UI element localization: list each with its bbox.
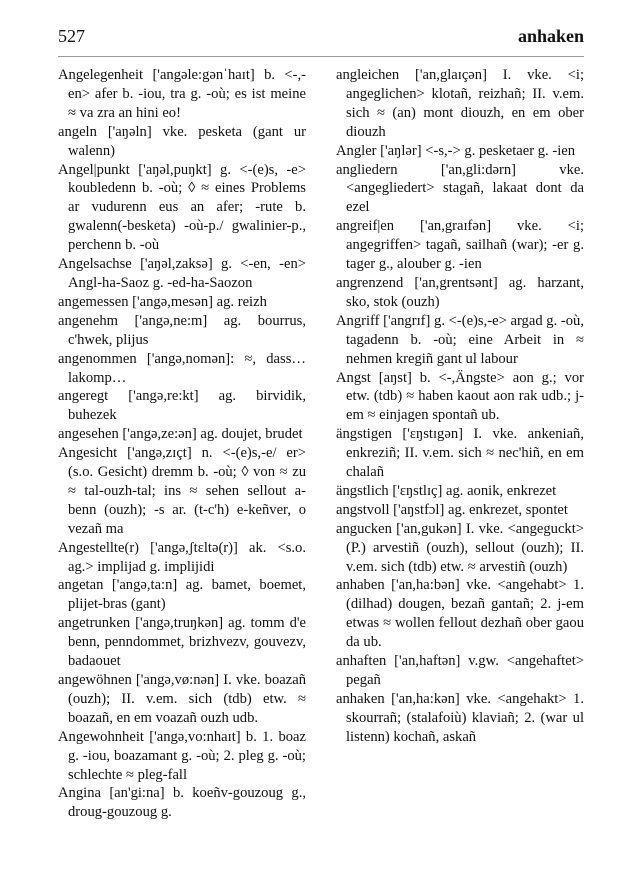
dictionary-entry: angeln ['aŋəln] vke. pesketa (gant ur walenn) [58,123,306,159]
dictionary-entry: angesehen ['angə,ze:ən] ag. doujet, brudet [58,426,303,443]
left-column [58,66,306,822]
dictionary-entry: angenehm ['angə,ne:m] ag. bourrus, c'hwek, plijus [58,312,306,348]
page-header [58,26,584,50]
dictionary-entry: anhaften ['an,haftən] v.gw. <angehaftet> pegañ [336,653,584,688]
header-rule [58,56,584,57]
dictionary-entry: Angelegenheit ['angəle:gənˈhaɪt] b. <-,-en> afer b. -iou, tra g. -où; es ist meine ≈ va zra an hini eo! [58,67,306,121]
dictionary-entry: angliedern ['an,gli:dərn] vke. <angegliedert> stagañ, lakaat dont da ezel [336,161,584,216]
dictionary-entry: angreif|en ['an,graɪfən] vke. <i; angegriffen> tagañ, sailhañ (war); -er g. tager g., alouber g. -ien [336,218,584,273]
dictionary-entry: anhaben ['an,ha:bən] vke. <angehabt> 1. (dilhad) dougen, bezañ gantañ; 2. j-em etwas ≈ wollen fellout dezhañ ober gaou da ub. [336,577,584,651]
dictionary-entry: angucken ['an,gukən] I. vke. <angeguckt> (P.) arvestiñ (ouzh), sellout (ouzh); II. v.em. sich (tdb) etw. ≈ arvestiñ (ouzh) [336,520,584,575]
dictionary-entry: Angler ['aŋlər] <-s,-> g. pesketaer g. -ien [336,142,576,159]
dictionary-entry: angetan ['angə,ta:n] ag. bamet, boemet, plijet-bras (gant) [58,577,306,613]
dictionary-entry: angenommen ['angə,nomən]: ≈, dass… lakomp… [58,350,306,386]
dictionary-entry: angemessen ['angə,mesən] ag. reizh [58,293,267,310]
dictionary-entry: angewöhnen ['angə,vø:nən] I. vke. boazañ (ouzh); II. v.em. sich (tdb) etw. ≈ boazañ, en em voazañ ouzh udb. [58,672,306,726]
dictionary-entry: angleichen ['an,glaɪçən] I. vke. <i; angeglichen> klotañ, reizhañ; II. v.em. sich ≈ (an) mont diouzh, en em ober diouzh [336,67,584,140]
dictionary-entry: angetrunken ['angə,truŋkən] ag. tomm d'e benn, penndommet, brizhvezv, gouvezv, badaouet [58,615,306,670]
dictionary-entry: Angriff ['angrɪf] g. <-(e)s,-e> argad g. -où, tagadenn b. -où; eine Arbeit in ≈ nehmen kregiñ gant ul labour [336,312,584,367]
dictionary-entry: angrenzend ['an,grentsənt] ag. harzant, sko, stok (ouzh) [336,274,584,310]
dictionary-entry: Angina [an'gi:na] b. koeñv-gouzoug g., droug-gouzoug g. [58,785,306,821]
page-number: 527 [58,26,85,46]
dictionary-entry: Angewohnheit ['angə,vo:nhaɪt] b. 1. boaz g. -iou, boazamant g. -où; 2. pleg g. -où; schlechte ≈ pleg-fall [58,728,306,783]
right-column [336,66,584,747]
running-head: anhaken [517,26,584,46]
dictionary-entry: Angestellte(r) ['angə,ʃtɛltə(r)] ak. <s.o. ag.> implijad g. implijidi [58,539,306,575]
dictionary-entry: angstvoll ['aŋstfɔl] ag. enkrezet, spontet [336,501,568,518]
dictionary-entry: Angel|punkt ['aŋəl,puŋkt] g. <-(e)s, -e> koubledenn b. -où; ◊ ≈ eines Problems ar vudurenn eus an afer; -rute b. gwalenn(-besketa) -où-p./ gwalinier-p., perchenn b. -où [58,161,306,254]
dictionary-entry: Angesicht ['angə,zɪçt] n. <-(e)s,-e/ er> (s.o. Gesicht) dremm b. -où; ◊ von ≈ zu ≈ tal-ouzh-tal; ins ≈ sehen sellout a-benn (ouzh); -s ar. (t-c'h) e-keñver, o vezañ ma [58,445,306,537]
dictionary-entry: ängstlich ['ɛŋstlɪç] ag. aonik, enkrezet [336,482,557,499]
dictionary-entry: anhaken ['an,ha:kən] vke. <angehakt> 1. skourrañ; (stalafoiù) klaviañ; 2. (war ul listenn) kochañ, askañ [336,690,584,745]
dictionary-entry: ängstigen ['ɛŋstɪgən] I. vke. ankeniañ, enkreziñ; II. v.em. sich ≈ nec'hiñ, en em chalañ [336,426,584,481]
dictionary-entry: Angelsachse ['aŋəl,zaksə] g. <-en, -en> Angl-ha-Saoz g. -ed-ha-Saozon [58,256,306,291]
dictionary-entry: Angst [aŋst] b. <-,Ängste> aon g.; vor etw. (tdb) ≈ haben kaout aon rak udb.; j-em ≈ einjagen spontañ ub. [336,369,584,424]
dictionary-entry: angeregt ['angə,re:kt] ag. birvidik, buhezek [58,388,306,424]
